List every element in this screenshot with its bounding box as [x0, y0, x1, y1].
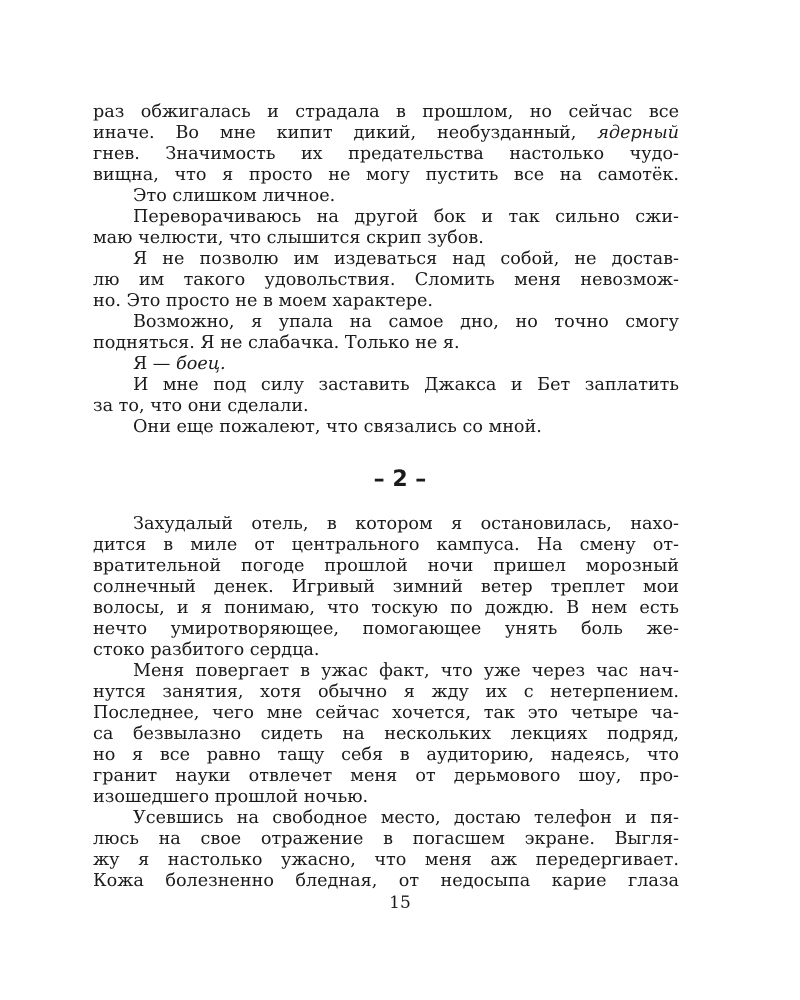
text-line: за то, что они сделали.: [93, 396, 309, 416]
text-line: жу я настолько ужасно, что меня аж передергивает.: [93, 850, 679, 870]
page-number: 15: [389, 893, 411, 913]
text-line: гнев. Значимость их предательства настолько чудо-: [93, 144, 679, 164]
chapter-heading: – 2 –: [373, 467, 427, 492]
text-line: иначе. Во мне кипит дикий, необузданный, ядерный: [93, 123, 679, 143]
text-line: дится в миле от центрального кампуса. На смену от-: [93, 535, 679, 555]
text-line: Кожа болезненно бледная, от недосыпа карие глаза: [93, 871, 679, 891]
text-line: Это слишком личное.: [133, 186, 336, 206]
text-line: И мне под силу заставить Джакса и Бет заплатить: [133, 375, 679, 395]
text-line: волосы, и я понимаю, что тоскую по дождю. В нем есть: [93, 598, 679, 618]
text-line: Меня повергает в ужас факт, что уже через час нач-: [133, 661, 679, 681]
text-line: нутся занятия, хотя обычно я жду их с нетерпением.: [93, 682, 679, 702]
text-line: солнечный денек. Игривый зимний ветер треплет мои: [93, 577, 679, 597]
text-line: раз обжигалась и страдала в прошлом, но сейчас все: [93, 102, 679, 122]
text-line: Захудалый отель, в котором я остановилась, нахо-: [133, 514, 679, 534]
text-line: Последнее, чего мне сейчас хочется, так это четыре ча-: [93, 703, 679, 723]
text-line: вищна, что я просто не могу пустить все на самотёк.: [93, 165, 679, 185]
italic-word: ядерный: [597, 123, 679, 143]
text-line: но. Это просто не в моем характере.: [93, 291, 434, 311]
text-line: са безвылазно сидеть на нескольких лекциях подряд,: [93, 724, 679, 744]
text-line: маю челюсти, что слышится скрип зубов.: [93, 228, 484, 248]
text-line: стоко разбитого сердца.: [93, 640, 320, 660]
text-line: лю им такого удовольствия. Сломить меня невозмож-: [93, 270, 679, 290]
text-line: изошедшего прошлой ночью.: [93, 787, 369, 807]
text-line: Они еще пожалеют, что связались со мной.: [133, 417, 542, 437]
text-line: нечто умиротворяющее, помогающее унять боль же-: [93, 619, 679, 639]
text-line: Я — боец.: [133, 354, 226, 374]
text-line: вратительной погоде прошлой ночи пришел морозный: [93, 556, 679, 576]
italic-word: боец.: [176, 354, 226, 374]
text-line: гранит науки отвлечет меня от дерьмового шоу, про-: [93, 766, 679, 786]
text-line: Я не позволю им издеваться над собой, не достав-: [133, 249, 679, 269]
text-line: Переворачиваюсь на другой бок и так сильно сжи-: [133, 207, 679, 227]
text-line: подняться. Я не слабачка. Только не я.: [93, 333, 460, 353]
text-line: но я все равно тащу себя в аудиторию, надеясь, что: [93, 745, 679, 765]
text-line: Возможно, я упала на самое дно, но точно смогу: [133, 312, 679, 332]
text-line: Усевшись на свободное место, достаю телефон и пя-: [133, 808, 679, 828]
text-line: люсь на свое отражение в погасшем экране. Выгля-: [93, 829, 679, 849]
